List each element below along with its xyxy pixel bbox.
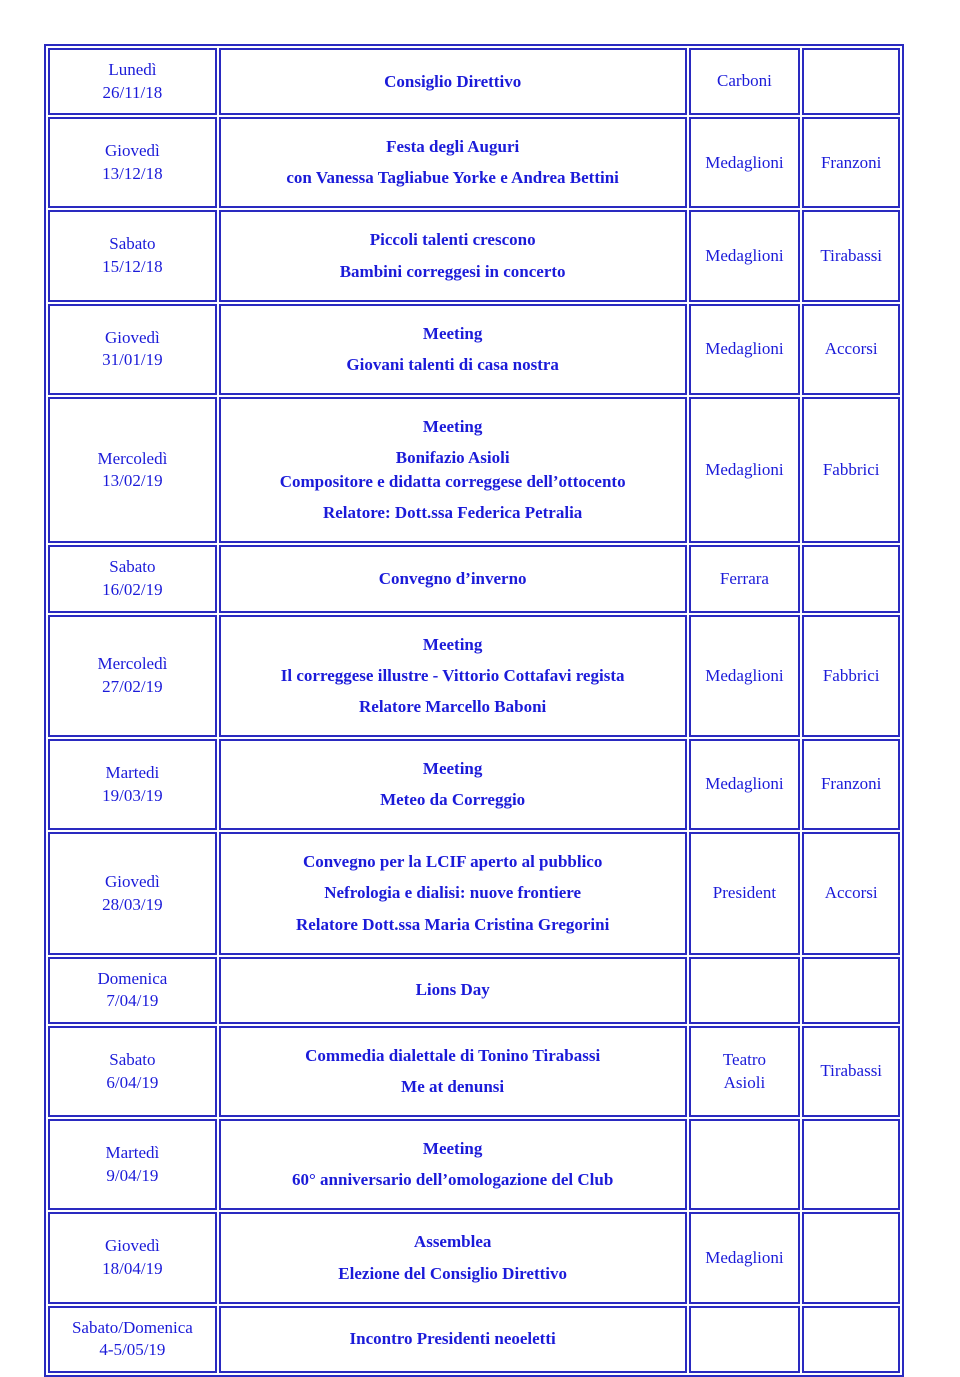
person-cell: Fabbrici	[802, 397, 900, 544]
event-cell: Meeting Il correggese illustre - Vittorio Cottafavi regista Relatore Marcello Baboni	[219, 615, 687, 737]
person-cell: Fabbrici	[802, 615, 900, 737]
schedule-row	[48, 48, 900, 115]
schedule-row	[48, 1119, 900, 1210]
schedule-row	[48, 545, 900, 612]
event-cell: Consiglio Direttivo	[219, 48, 687, 115]
schedule-row	[48, 615, 900, 737]
person-cell: Franzoni	[802, 117, 900, 208]
person-cell: Accorsi	[802, 832, 900, 954]
location-cell: Ferrara	[689, 545, 801, 612]
schedule-row	[48, 1306, 900, 1373]
schedule-row	[48, 832, 900, 954]
person-cell: Tirabassi	[802, 210, 900, 301]
event-cell: Incontro Presidenti neoeletti	[219, 1306, 687, 1373]
person-cell: Accorsi	[802, 304, 900, 395]
location-cell: Medaglioni	[689, 1212, 801, 1303]
schedule-row	[48, 1212, 900, 1303]
date-cell: Sabato 6/04/19	[48, 1026, 217, 1117]
date-cell: Domenica 7/04/19	[48, 957, 217, 1024]
event-cell: Festa degli Auguri con Vanessa Tagliabue Yorke e Andrea Bettini	[219, 117, 687, 208]
person-cell	[802, 1119, 900, 1210]
person-cell	[802, 1212, 900, 1303]
schedule-table-body	[48, 48, 900, 1373]
location-cell: Medaglioni	[689, 397, 801, 544]
person-cell	[802, 545, 900, 612]
person-cell	[802, 957, 900, 1024]
schedule-row	[48, 1026, 900, 1117]
person-cell: Franzoni	[802, 739, 900, 830]
date-cell: Sabato 16/02/19	[48, 545, 217, 612]
event-cell: Meeting Meteo da Correggio	[219, 739, 687, 830]
schedule-row	[48, 397, 900, 544]
event-cell: Meeting Giovani talenti di casa nostra	[219, 304, 687, 395]
location-cell: Medaglioni	[689, 615, 801, 737]
page-container	[44, 44, 904, 1377]
location-cell: Medaglioni	[689, 304, 801, 395]
event-schedule-table	[44, 44, 904, 1377]
date-cell: Giovedì 28/03/19	[48, 832, 217, 954]
location-cell	[689, 1306, 801, 1373]
event-cell: Commedia dialettale di Tonino Tirabassi Me at denunsi	[219, 1026, 687, 1117]
location-cell: Medaglioni	[689, 739, 801, 830]
event-cell: Piccoli talenti crescono Bambini correggesi in concerto	[219, 210, 687, 301]
date-cell: Mercoledì 13/02/19	[48, 397, 217, 544]
date-cell: Sabato/Domenica 4-5/05/19	[48, 1306, 217, 1373]
location-cell: Medaglioni	[689, 117, 801, 208]
event-cell: Convegno per la LCIF aperto al pubblico Nefrologia e dialisi: nuove frontiere Relatore Dott.ssa Maria Cristina Gregorini	[219, 832, 687, 954]
event-cell: Meeting 60° anniversario dell’omologazione del Club	[219, 1119, 687, 1210]
location-cell: Carboni	[689, 48, 801, 115]
date-cell: Sabato 15/12/18	[48, 210, 217, 301]
location-cell: Teatro Asioli	[689, 1026, 801, 1117]
date-cell: Martedi 19/03/19	[48, 739, 217, 830]
location-cell: Medaglioni	[689, 210, 801, 301]
date-cell: Lunedì 26/11/18	[48, 48, 217, 115]
date-cell: Mercoledì 27/02/19	[48, 615, 217, 737]
event-cell: Lions Day	[219, 957, 687, 1024]
schedule-row	[48, 739, 900, 830]
date-cell: Giovedì 18/04/19	[48, 1212, 217, 1303]
event-cell: Meeting Bonifazio Asioli Compositore e didatta correggese dell’ottocento Relatore: Dott.ssa Federica Petralia	[219, 397, 687, 544]
schedule-row	[48, 117, 900, 208]
event-cell: Assemblea Elezione del Consiglio Direttivo	[219, 1212, 687, 1303]
schedule-row	[48, 957, 900, 1024]
event-cell: Convegno d’inverno	[219, 545, 687, 612]
location-cell	[689, 1119, 801, 1210]
person-cell	[802, 48, 900, 115]
location-cell: President	[689, 832, 801, 954]
date-cell: Giovedì 31/01/19	[48, 304, 217, 395]
location-cell	[689, 957, 801, 1024]
person-cell: Tirabassi	[802, 1026, 900, 1117]
schedule-row	[48, 210, 900, 301]
date-cell: Martedì 9/04/19	[48, 1119, 217, 1210]
person-cell	[802, 1306, 900, 1373]
date-cell: Giovedì 13/12/18	[48, 117, 217, 208]
schedule-row	[48, 304, 900, 395]
